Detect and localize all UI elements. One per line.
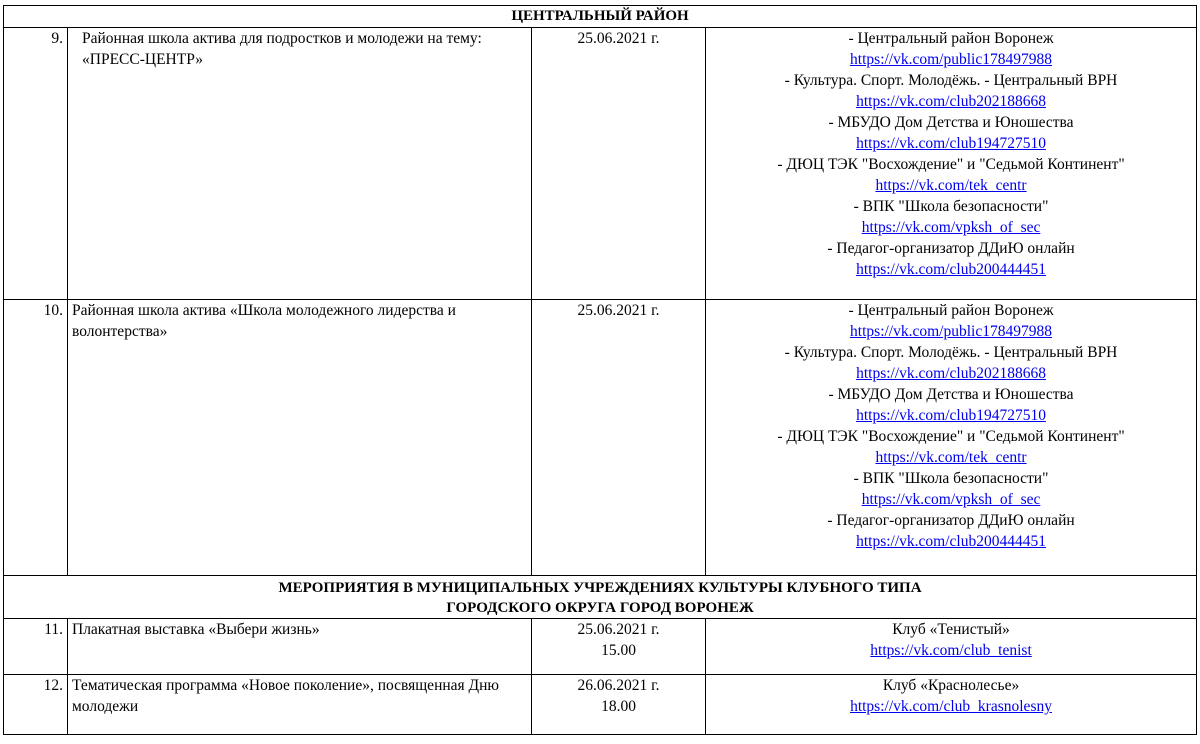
event-time-text: 15.00 — [601, 642, 636, 659]
events-table — [3, 5, 1197, 735]
row-number: 10. — [4, 300, 68, 576]
event-date-text: 25.06.2021 г. — [577, 30, 660, 47]
section-title-central: ЦЕНТРАЛЬНЫЙ РАЙОН — [4, 6, 1197, 28]
event-links — [706, 28, 1197, 300]
event-title-text: Плакатная выставка «Выбери жизнь» — [72, 621, 320, 638]
table-row — [4, 300, 1197, 576]
venue-link[interactable]: https://vk.com/club_krasnolesny — [850, 698, 1052, 715]
event-date-text: 26.06.2021 г. — [577, 677, 660, 694]
venue-label: Клуб «Краснолесье» — [882, 677, 1020, 694]
source-link[interactable]: https://vk.com/club202188668 — [856, 93, 1046, 110]
event-links — [706, 619, 1197, 675]
source-link[interactable]: https://vk.com/club194727510 — [856, 407, 1046, 424]
source-link[interactable]: https://vk.com/vpksh_of_sec — [861, 491, 1041, 508]
row-number: 9. — [4, 28, 68, 300]
section-title-line: ГОРОДСКОГО ОКРУГА ГОРОД ВОРОНЕЖ — [446, 600, 754, 616]
source-label: - Культура. Спорт. Молодёжь. - Центральный ВРН — [784, 72, 1118, 89]
event-title-text: Районная школа актива «Школа молодежного лидерства и волонтерства» — [72, 302, 456, 340]
source-link[interactable]: https://vk.com/club194727510 — [856, 135, 1046, 152]
event-title-text: Районная школа актива для подростков и молодежи на тему: «ПРЕСС-ЦЕНТР» — [82, 30, 482, 68]
event-date — [532, 675, 706, 735]
event-date — [532, 300, 706, 576]
event-links — [706, 675, 1197, 735]
source-link[interactable]: https://vk.com/public178497988 — [850, 51, 1052, 68]
section-title-municipal — [4, 576, 1197, 619]
source-link[interactable]: https://vk.com/tek_centr — [875, 449, 1027, 466]
source-label: - ДЮЦ ТЭК "Восхождение" и "Седьмой Континент" — [777, 428, 1125, 445]
event-title — [68, 619, 532, 675]
source-label: - Центральный район Воронеж — [848, 30, 1054, 47]
event-title — [68, 300, 532, 576]
table-row — [4, 28, 1197, 300]
event-time-text: 18.00 — [601, 698, 636, 715]
section-title-line: МЕРОПРИЯТИЯ В МУНИЦИПАЛЬНЫХ УЧРЕЖДЕНИЯХ КУЛЬТУРЫ КЛУБНОГО ТИПА — [278, 580, 922, 596]
source-link[interactable]: https://vk.com/club200444451 — [856, 533, 1046, 550]
source-label: - Педагог-организатор ДДиЮ онлайн — [827, 240, 1075, 257]
event-date-text: 25.06.2021 г. — [577, 621, 660, 638]
venue-label: Клуб «Тенистый» — [892, 621, 1010, 638]
table-row — [4, 619, 1197, 675]
venue-link[interactable]: https://vk.com/club_tenist — [870, 642, 1032, 659]
event-date — [532, 28, 706, 300]
source-label: - Центральный район Воронеж — [848, 302, 1054, 319]
table-row — [4, 675, 1197, 735]
source-label: - Культура. Спорт. Молодёжь. - Центральный ВРН — [784, 344, 1118, 361]
source-link[interactable]: https://vk.com/club202188668 — [856, 365, 1046, 382]
event-title-text: Тематическая программа «Новое поколение», посвященная Дню молодежи — [72, 677, 499, 715]
event-date-text: 25.06.2021 г. — [577, 302, 660, 319]
source-label: - ВПК "Школа безопасности" — [853, 470, 1049, 487]
source-link[interactable]: https://vk.com/public178497988 — [850, 323, 1052, 340]
source-label: - МБУДО Дом Детства и Юношества — [828, 114, 1074, 131]
section-header-row — [4, 576, 1197, 619]
event-title — [68, 675, 532, 735]
row-number: 11. — [4, 619, 68, 675]
source-label: - Педагог-организатор ДДиЮ онлайн — [827, 512, 1075, 529]
row-number: 12. — [4, 675, 68, 735]
source-label: - МБУДО Дом Детства и Юношества — [828, 386, 1074, 403]
source-link[interactable]: https://vk.com/club200444451 — [856, 261, 1046, 278]
source-label: - ВПК "Школа безопасности" — [853, 198, 1049, 215]
source-label: - ДЮЦ ТЭК "Восхождение" и "Седьмой Континент" — [777, 156, 1125, 173]
event-links — [706, 300, 1197, 576]
section-header-row — [4, 6, 1197, 28]
event-date — [532, 619, 706, 675]
source-link[interactable]: https://vk.com/vpksh_of_sec — [861, 219, 1041, 236]
source-link[interactable]: https://vk.com/tek_centr — [875, 177, 1027, 194]
event-title — [68, 28, 532, 300]
